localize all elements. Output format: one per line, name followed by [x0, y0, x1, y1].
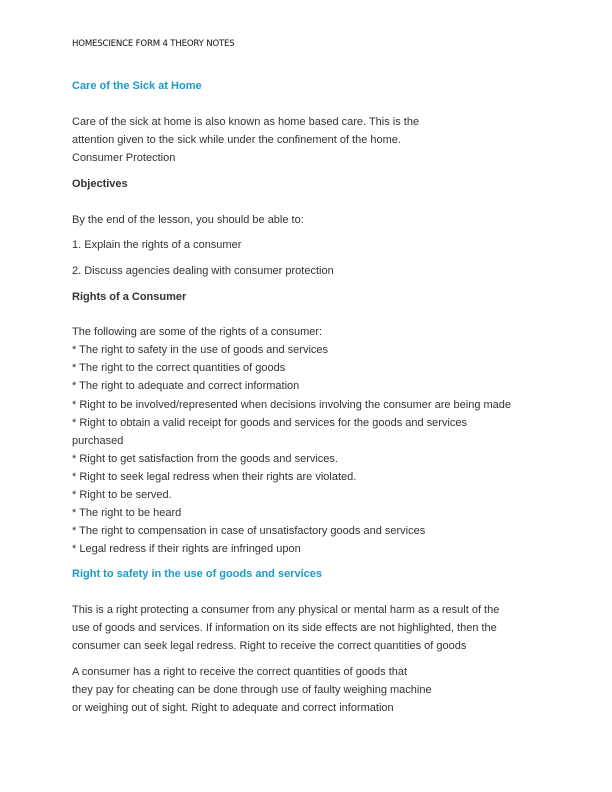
heading-care-of-sick: Care of the Sick at Home [72, 80, 202, 92]
rights-line: * Right to seek legal redress when their rights are violated. [72, 471, 357, 483]
rights-line: * Right to be served. [72, 489, 172, 501]
paragraph-line: Care of the sick at home is also known as home based care. This is the [72, 116, 420, 128]
paragraph-line: attention given to the sick while under the confinement of the home. [72, 134, 401, 146]
objective-item: 1. Explain the rights of a consumer [72, 239, 242, 251]
rights-line: * The right to compensation in case of unsatisfactory goods and services [72, 525, 426, 537]
heading-rights: Rights of a Consumer [72, 291, 187, 303]
rights-line: * The right to be heard [72, 507, 182, 519]
rights-line: * Right to be involved/represented when decisions involving the consumer are being made [72, 399, 512, 411]
rights-line: The following are some of the rights of a consumer: [72, 326, 323, 338]
rights-line: * Legal redress if their rights are infringed upon [72, 543, 301, 555]
page-header: HOMESCIENCE FORM 4 THEORY NOTES [72, 39, 235, 49]
paragraph-line: or weighing out of sight. Right to adequate and correct information [72, 702, 394, 714]
paragraph-line: use of goods and services. If information on its side effects are not highlighted, then the [72, 622, 497, 634]
paragraph-line: This is a right protecting a consumer from any physical or mental harm as a result of the [72, 604, 500, 616]
rights-line: * The right to the correct quantities of goods [72, 362, 286, 374]
heading-right-to-safety: Right to safety in the use of goods and services [72, 568, 322, 580]
paragraph-line: A consumer has a right to receive the correct quantities of goods that [72, 666, 408, 678]
rights-line: * The right to adequate and correct information [72, 380, 300, 392]
rights-line: purchased [72, 435, 124, 447]
objective-item: 2. Discuss agencies dealing with consumer protection [72, 265, 334, 277]
objectives-intro: By the end of the lesson, you should be able to: [72, 214, 304, 226]
paragraph-line: they pay for cheating can be done through use of faulty weighing machine [72, 684, 432, 696]
heading-objectives: Objectives [72, 178, 128, 190]
rights-line: * Right to obtain a valid receipt for goods and services for the goods and services [72, 417, 468, 429]
rights-line: * The right to safety in the use of goods and services [72, 344, 329, 356]
paragraph-line: consumer can seek legal redress. Right to receive the correct quantities of goods [72, 640, 467, 652]
paragraph-line: Consumer Protection [72, 152, 176, 164]
rights-line: * Right to get satisfaction from the goods and services. [72, 453, 338, 465]
